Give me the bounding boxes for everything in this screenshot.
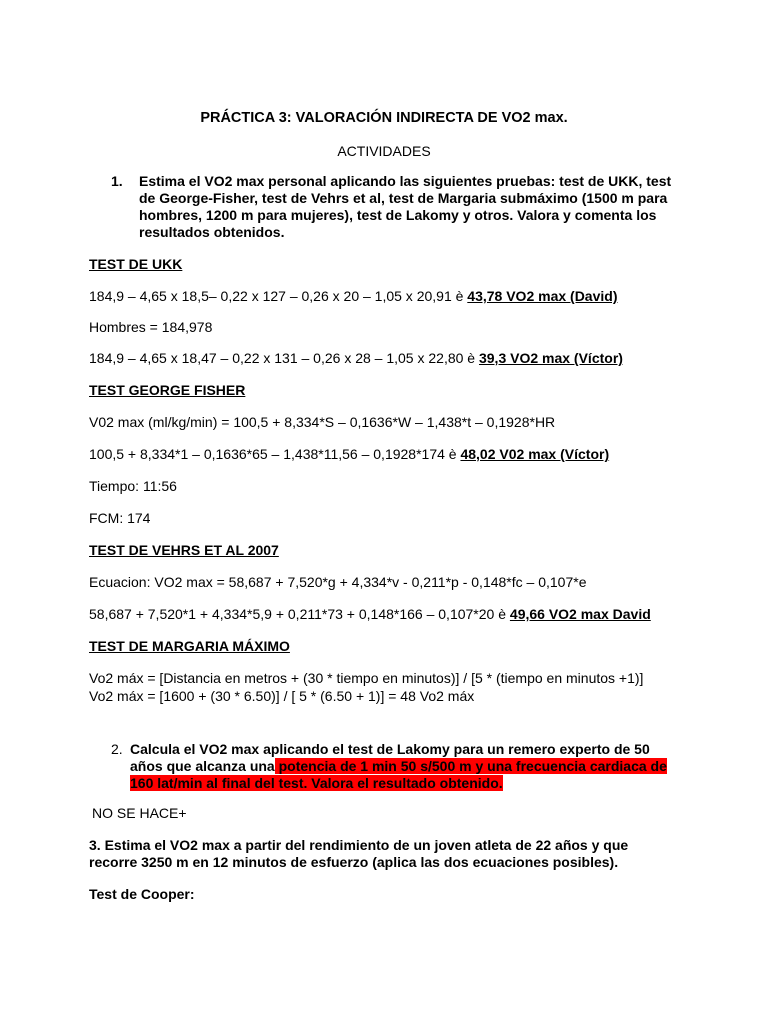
ukk-line-3-calc: 184,9 – 4,65 x 18,47 – 0,22 x 131 – 0,26 x 28 – 1,05 x 22,80 è bbox=[89, 350, 479, 366]
vehrs-calc-text: 58,687 + 7,520*1 + 4,334*5,9 + 0,211*73 + 0,148*166 – 0,107*20 è bbox=[89, 606, 510, 622]
vehrs-calc bbox=[89, 606, 651, 623]
george-fisher-result: 48,02 V02 max (Víctor) bbox=[460, 446, 610, 462]
no-se-hace-note: NO SE HACE+ bbox=[92, 805, 187, 821]
section-subtitle: ACTIVIDADES bbox=[337, 143, 431, 159]
ukk-line-1-result: 43,78 VO2 max (David) bbox=[467, 288, 618, 304]
question-1-text: Estima el VO2 max personal aplicando las siguientes pruebas: test de UKK, test de George-Fisher, test de Vehrs et al, test de Margaria submáximo (1500 m para hombres, 1200 m para mujeres), test de Lakomy y otros. Valora y comenta los resultados obtenidos. bbox=[139, 173, 672, 240]
margaria-formula: Vo2 máx = [Distancia en metros + (30 * tiempo en minutos)] / [5 * (tiempo en minutos +1)] bbox=[89, 670, 644, 686]
cooper-heading: Test de Cooper: bbox=[89, 886, 195, 902]
george-fisher-formula: V02 max (ml/kg/min) = 100,5 + 8,334*S – 0,1636*W – 1,438*t – 0,1928*HR bbox=[89, 414, 556, 430]
page-title: PRÁCTICA 3: VALORACIÓN INDIRECTA DE VO2 max. bbox=[200, 110, 568, 126]
george-fisher-heading: TEST GEORGE FISHER bbox=[89, 382, 246, 398]
question-3: 3. Estima el VO2 max a partir del rendimiento de un joven atleta de 22 años y que recorre 3250 m en 12 minutos de esfuerzo (aplica las dos ecuaciones posibles). bbox=[89, 837, 629, 870]
question-2-number: 2. bbox=[111, 741, 123, 757]
george-fisher-fcm: FCM: 174 bbox=[89, 510, 151, 526]
ukk-line-3-result: 39,3 VO2 max (Víctor) bbox=[478, 350, 623, 366]
vehrs-formula: Ecuacion: VO2 max = 58,687 + 7,520*g + 4,334*v - 0,211*p - 0,148*fc – 0,107*e bbox=[89, 574, 587, 590]
margaria-heading: TEST DE MARGARIA MÁXIMO bbox=[89, 638, 290, 654]
question-2-text-a: Calcula el VO2 max aplicando el test de Lakomy para un remero experto de 50 años que alcanza una bbox=[130, 741, 650, 774]
ukk-line-2: Hombres = 184,978 bbox=[89, 319, 213, 335]
vehrs-heading: TEST DE VEHRS ET AL 2007 bbox=[89, 542, 279, 558]
question-2-text bbox=[130, 741, 671, 792]
margaria-calc: Vo2 máx = [1600 + (30 * 6.50)] / [ 5 * (6.50 + 1)] = 48 Vo2 máx bbox=[89, 688, 475, 704]
george-fisher-tiempo: Tiempo: 11:56 bbox=[89, 478, 177, 494]
ukk-line-1 bbox=[89, 288, 617, 305]
vehrs-result: 49,66 VO2 max David bbox=[509, 606, 651, 622]
ukk-line-3 bbox=[89, 350, 623, 367]
question-2-highlight: potencia de 1 min 50 s/500 m y una frecuencia cardiaca de 160 lat/min al final del test. Valora el resultado obtenido. bbox=[130, 758, 667, 791]
question-1-number: 1. bbox=[111, 173, 123, 189]
question-2 bbox=[111, 741, 671, 792]
george-fisher-calc bbox=[89, 446, 609, 463]
george-fisher-calc-text: 100,5 + 8,334*1 – 0,1636*65 – 1,438*11,56 – 0,1928*174 è bbox=[89, 446, 461, 462]
ukk-heading: TEST DE UKK bbox=[89, 256, 183, 272]
question-1 bbox=[111, 173, 681, 241]
ukk-line-1-calc: 184,9 – 4,65 x 18,5– 0,22 x 127 – 0,26 x 20 – 1,05 x 20,91 è bbox=[89, 288, 468, 304]
